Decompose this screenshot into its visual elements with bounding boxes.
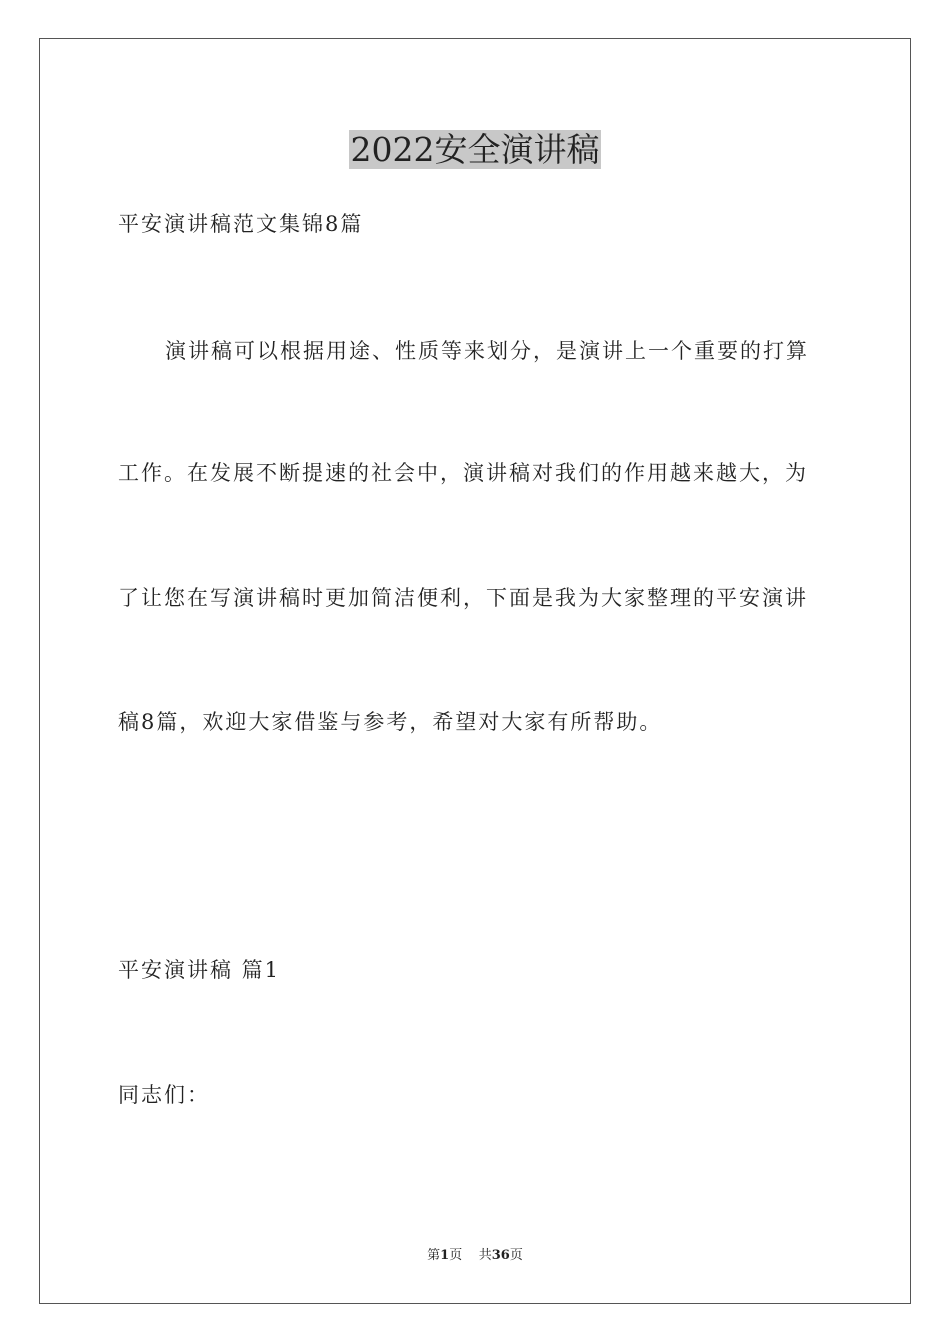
intro-line: 演讲稿可以根据用途、性质等来划分，是演讲上一个重要的打算 <box>165 339 809 363</box>
footer-total-prefix: 共 <box>478 1248 492 1263</box>
footer-page-prefix: 第 <box>427 1248 441 1263</box>
footer-total-pages: 36 <box>491 1248 510 1263</box>
intro-line: 了让您在写演讲稿时更加简洁便利，下面是我为大家整理的平安演讲 <box>118 586 808 610</box>
document-subtitle: 平安演讲稿范文集锦8篇 <box>118 212 364 236</box>
salutation: 同志们： <box>118 1083 210 1107</box>
footer-page-suffix: 页 <box>449 1248 463 1263</box>
document-title <box>0 128 950 172</box>
footer-total-suffix: 页 <box>509 1248 523 1263</box>
footer-page-number: 1 <box>440 1248 450 1263</box>
section-heading: 平安演讲稿 篇1 <box>118 958 281 982</box>
intro-line: 稿8篇，欢迎大家借鉴与参考，希望对大家有所帮助。 <box>118 710 663 734</box>
intro-line: 工作。在发展不断提速的社会中，演讲稿对我们的作用越来越大，为 <box>118 461 808 485</box>
page-footer <box>0 1247 950 1265</box>
document-title-text: 2022安全演讲稿 <box>350 130 600 169</box>
